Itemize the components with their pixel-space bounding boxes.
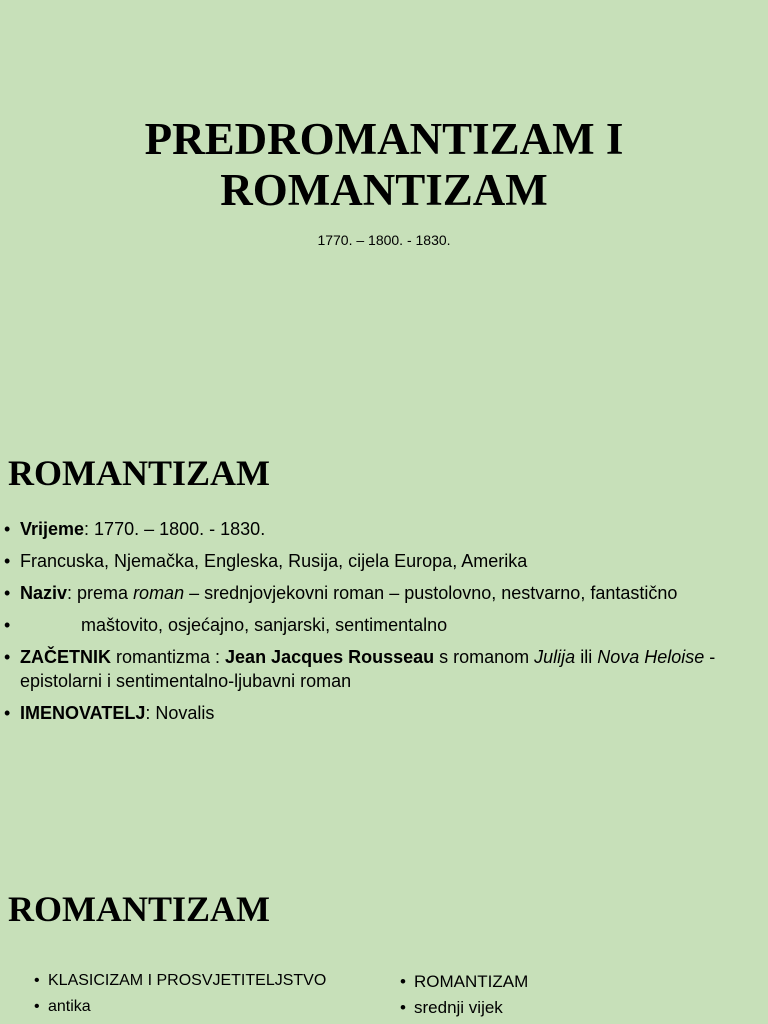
title-line-2: ROMANTIZAM (220, 165, 548, 215)
left-column-list (34, 968, 326, 1020)
italic-text: roman (133, 583, 185, 603)
item-text: maštovito, osjećajno, sanjarski, sentimentalno (81, 615, 448, 635)
list-item-vrijeme (4, 517, 724, 541)
item-text: romantizma : (111, 647, 226, 667)
author-name: Jean Jacques Rousseau (225, 647, 435, 667)
comparison-slide (0, 854, 768, 1024)
list-item: • ROMANTIZAM (400, 969, 528, 995)
list-item-zacetnik (4, 645, 724, 693)
slide-heading: ROMANTIZAM (8, 453, 270, 493)
list-item-imenovatelj (4, 701, 724, 725)
slide-heading: ROMANTIZAM (8, 889, 270, 929)
date-subtitle: 1770. – 1800. - 1830. (317, 232, 451, 248)
list-item: • antika (34, 994, 326, 1020)
bold-label: Naziv (20, 583, 68, 603)
bold-label: IMENOVATELJ (20, 703, 146, 723)
list-item-traits (4, 613, 724, 637)
bold-label: ZAČETNIK (20, 647, 111, 667)
bold-label: Vrijeme (20, 519, 85, 539)
romanticism-overview-slide (0, 342, 768, 854)
right-column-list (400, 969, 528, 1021)
item-text: : prema (67, 583, 134, 603)
list-item-naziv (4, 581, 724, 605)
italic-title: Julija (534, 647, 576, 667)
presentation-title (0, 114, 768, 216)
italic-title: Nova Heloise (597, 647, 705, 667)
list-item: • srednji vijek (400, 995, 528, 1021)
list-item: • KLASICIZAM I PROSVJETITELJSTVO (34, 968, 326, 994)
item-text: : Novalis (145, 703, 215, 723)
item-text: ili (575, 647, 598, 667)
title-slide (0, 0, 768, 342)
item-text: - epistolarni i sentimentalno-ljubavni roman (20, 647, 716, 691)
item-text: Francuska, Njemačka, Engleska, Rusija, cijela Europa, Amerika (20, 551, 528, 571)
list-item-countries (4, 549, 724, 573)
item-text: s romanom (434, 647, 535, 667)
item-text: : 1770. – 1800. - 1830. (84, 519, 266, 539)
title-line-1: PREDROMANTIZAM I (144, 114, 624, 164)
bullet-list (4, 517, 724, 733)
item-text: – srednjovjekovni roman – pustolovno, nestvarno, fantastično (184, 583, 678, 603)
